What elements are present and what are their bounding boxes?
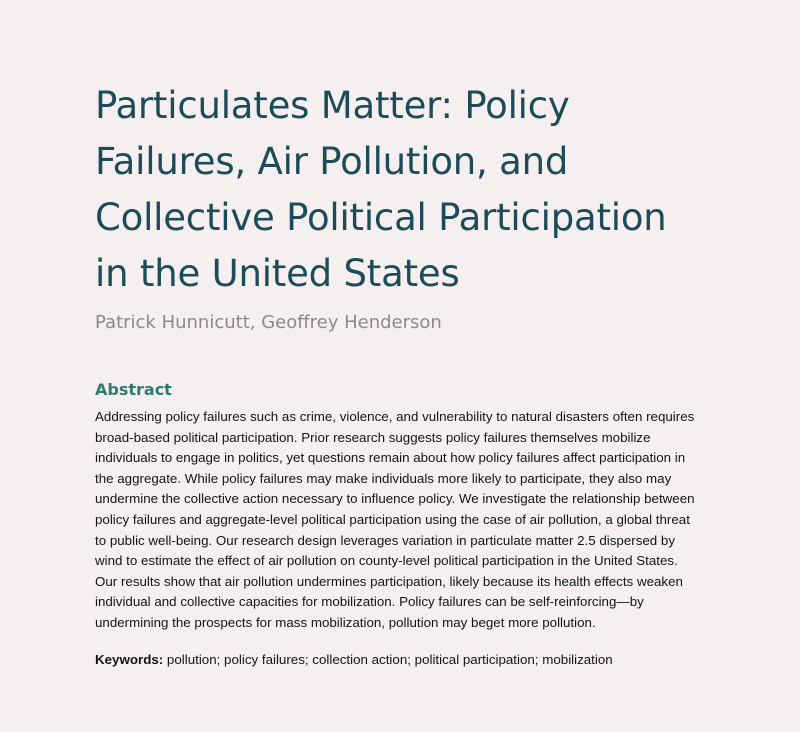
abstract-line: to public well-being. Our research design leverages variation in particulate matter 2.5 dispersed by <box>95 532 676 548</box>
abstract-line: policy failures and aggregate-level political participation using the case of air pollution, a global threat <box>95 511 690 527</box>
abstract-line: Our results show that air pollution undermines participation, likely because its health effects weaken <box>95 573 683 589</box>
title-line: Particulates Matter: Policy <box>95 84 570 127</box>
abstract-line: broad-based political participation. Prior research suggests policy failures themselves mobilize <box>95 429 651 445</box>
abstract-line: wind to estimate the effect of air pollution on county-level political participation in the United States. <box>95 553 678 569</box>
paper-title <box>95 78 755 302</box>
abstract-line: the aggregate. While policy failures may make individuals more likely to participate, they also may <box>95 470 672 486</box>
keywords-text: pollution; policy failures; collection action; political participation; mobilization <box>163 652 613 667</box>
title-line: in the United States <box>95 252 460 295</box>
abstract-heading: Abstract <box>95 380 172 399</box>
keywords-label: Keywords: <box>95 652 164 667</box>
abstract-line: undermine the collective action necessary to influence policy. We investigate the relationship between <box>95 491 695 507</box>
abstract-line: undermining the prospects for mass mobilization, pollution may beget more pollution. <box>95 614 596 630</box>
abstract-line: individuals to engage in politics, yet questions remain about how policy failures affect participation in <box>95 450 686 466</box>
abstract-line: Addressing policy failures such as crime, violence, and vulnerability to natural disasters often requires <box>95 409 695 424</box>
abstract-body <box>95 407 705 634</box>
abstract-line: individual and collective capacities for mobilization. Policy failures can be self-reinforcing—by <box>95 594 644 610</box>
title-line: Failures, Air Pollution, and <box>95 140 569 183</box>
paper-authors: Patrick Hunnicutt, Geoffrey Henderson <box>95 312 442 333</box>
title-line: Collective Political Participation <box>95 196 667 239</box>
keywords <box>95 650 613 670</box>
